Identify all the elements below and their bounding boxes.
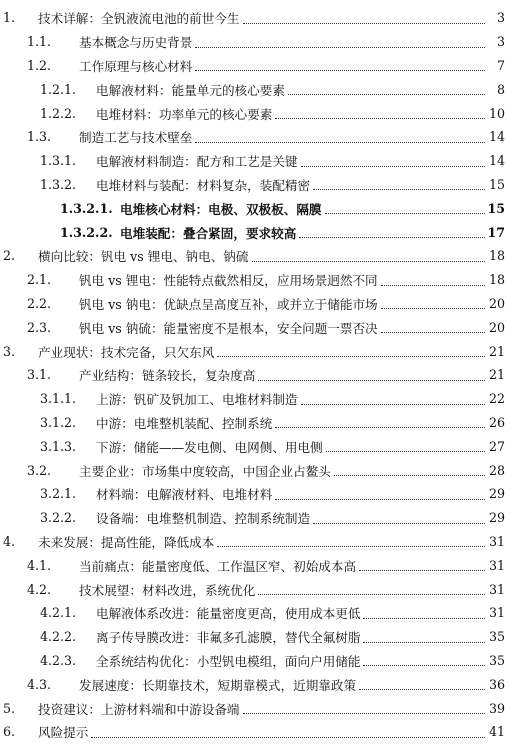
toc-entry[interactable] bbox=[0, 696, 519, 720]
toc-entry-number: 3.1.3. bbox=[40, 438, 77, 454]
toc-entry-page-number: 21 bbox=[488, 367, 505, 383]
dot-leader bbox=[301, 404, 486, 405]
dot-leader bbox=[325, 213, 486, 214]
toc-entry-page-number: 29 bbox=[488, 510, 505, 526]
toc-entry-number: 2.2. bbox=[27, 295, 52, 311]
dot-leader bbox=[359, 689, 485, 690]
toc-entry[interactable] bbox=[0, 387, 519, 411]
toc-entry-number: 1.3.2.2. bbox=[60, 224, 113, 240]
toc-entry-title: 横向比较：钒电 vs 锂电、钠电、钠硫 bbox=[38, 249, 249, 265]
toc-entry-number: 2.1. bbox=[27, 272, 52, 288]
dot-leader bbox=[258, 380, 485, 381]
toc-entry-title: 电堆装配：叠合紧固，要求较高 bbox=[120, 225, 297, 241]
toc-entry-page-number: 31 bbox=[488, 557, 505, 573]
toc-entry-page-number: 8 bbox=[496, 81, 505, 97]
dot-leader bbox=[217, 546, 485, 547]
toc-entry-number: 1.2.2. bbox=[40, 105, 77, 121]
toc-entry[interactable] bbox=[0, 30, 519, 54]
toc-entry-title: 工作原理与核心材料 bbox=[79, 58, 193, 74]
toc-entry-title: 发展速度：长期靠技术，短期靠模式，近期靠政策 bbox=[79, 677, 357, 693]
toc-entry-number: 1.3.2.1. bbox=[60, 200, 113, 216]
dot-leader bbox=[299, 237, 485, 238]
toc-entry-number: 3.1.1. bbox=[40, 391, 77, 407]
toc-entry-title: 电解液材料制造：配方和工艺是关键 bbox=[96, 154, 298, 170]
toc-entry[interactable] bbox=[0, 315, 519, 339]
toc-entry-title: 钒电 vs 锂电：性能特点截然相反，应用场景迥然不同 bbox=[79, 273, 378, 289]
dot-leader bbox=[275, 427, 485, 428]
toc-entry-page-number: 31 bbox=[488, 581, 505, 597]
dot-leader bbox=[359, 570, 485, 571]
toc-entry-number: 1.2. bbox=[27, 57, 52, 73]
dot-leader bbox=[195, 142, 485, 143]
toc-entry-title: 离子传导膜改进：非氟多孔滤膜，替代全氟树脂 bbox=[96, 630, 361, 646]
toc-entry-number: 3.2.1. bbox=[40, 486, 77, 502]
toc-entry-page-number: 28 bbox=[488, 462, 505, 478]
toc-entry-title: 当前痛点：能量密度低、工作温区窄、初始成本高 bbox=[79, 558, 357, 574]
toc-entry[interactable] bbox=[0, 672, 519, 696]
dot-leader bbox=[252, 261, 486, 262]
dot-leader bbox=[381, 332, 485, 333]
toc-entry-title: 技术展望：材料改进，系统优化 bbox=[79, 582, 256, 598]
toc-entry-title: 产业现状：技术完备，只欠东风 bbox=[38, 344, 215, 360]
toc-entry-page-number: 17 bbox=[487, 224, 505, 240]
toc-entry[interactable] bbox=[0, 220, 519, 244]
toc-entry-number: 1.2.1. bbox=[40, 81, 77, 97]
toc-entry-number: 6. bbox=[3, 724, 16, 740]
toc-entry[interactable] bbox=[0, 77, 519, 101]
toc-entry[interactable] bbox=[0, 530, 519, 554]
toc-entry-page-number: 20 bbox=[488, 319, 505, 335]
toc-entry-title: 电堆材料与装配：材料复杂，装配精密 bbox=[96, 177, 311, 193]
toc-entry-number: 4.1. bbox=[27, 557, 52, 573]
toc-entry-page-number: 3 bbox=[496, 10, 505, 26]
toc-entry-page-number: 14 bbox=[488, 129, 505, 145]
toc-entry-page-number: 10 bbox=[488, 105, 505, 121]
dot-leader bbox=[258, 594, 485, 595]
toc-entry-page-number: 22 bbox=[488, 391, 505, 407]
toc-entry-number: 1.3.1. bbox=[40, 153, 77, 169]
toc-entry-number: 4.2.3. bbox=[40, 652, 77, 668]
dot-leader bbox=[275, 499, 485, 500]
toc-entry-title: 主要企业：市场集中度较高，中国企业占鳌头 bbox=[79, 463, 331, 479]
dot-leader bbox=[217, 356, 485, 357]
toc-entry-title: 技术详解：全钒液流电池的前世今生 bbox=[38, 11, 240, 27]
toc-entry-page-number: 15 bbox=[488, 176, 505, 192]
toc-entry[interactable] bbox=[0, 434, 519, 458]
toc-entry-page-number: 18 bbox=[488, 248, 505, 264]
toc-entry[interactable] bbox=[0, 268, 519, 292]
toc-entry-title: 全系统结构优化：小型钒电模组，面向户用储能 bbox=[96, 653, 361, 669]
toc-entry-title: 材料端：电解液材料、电堆材料 bbox=[96, 487, 273, 503]
toc-entry-number: 3.2. bbox=[27, 462, 52, 478]
dot-leader bbox=[243, 23, 486, 24]
toc-entry-title: 电堆材料：功率单元的核心要素 bbox=[96, 106, 273, 122]
toc-entry[interactable] bbox=[0, 339, 519, 363]
dot-leader bbox=[195, 70, 485, 71]
toc-entry-title: 未来发展：提高性能，降低成本 bbox=[38, 534, 215, 550]
dot-leader bbox=[381, 308, 485, 309]
toc-entry[interactable] bbox=[0, 506, 519, 530]
toc-entry[interactable] bbox=[0, 54, 519, 78]
toc-entry[interactable] bbox=[0, 125, 519, 149]
toc-entry-page-number: 18 bbox=[488, 272, 505, 288]
toc-entry[interactable] bbox=[0, 411, 519, 435]
toc-entry-title: 设备端：电堆整机制造、控制系统制造 bbox=[96, 511, 311, 527]
dot-leader bbox=[91, 737, 485, 738]
dot-leader bbox=[326, 451, 485, 452]
dot-leader bbox=[334, 475, 485, 476]
toc-entry[interactable] bbox=[0, 149, 519, 173]
toc-entry-page-number: 36 bbox=[488, 676, 505, 692]
toc-entry-number: 4.2. bbox=[27, 581, 52, 597]
toc-entry-title: 制造工艺与技术壁垒 bbox=[79, 130, 193, 146]
dot-leader bbox=[313, 523, 485, 524]
toc-entry-page-number: 21 bbox=[488, 343, 505, 359]
toc-entry-number: 1.3.2. bbox=[40, 176, 77, 192]
toc-entry-page-number: 14 bbox=[488, 153, 505, 169]
dot-leader bbox=[381, 285, 485, 286]
toc-entry[interactable] bbox=[0, 625, 519, 649]
toc-entry-title: 投资建议：上游材料端和中游设备端 bbox=[38, 701, 240, 717]
toc-entry[interactable] bbox=[0, 6, 519, 30]
toc-entry-number: 1. bbox=[3, 10, 16, 26]
toc-entry-title: 下游：储能——发电侧、电网侧、用电侧 bbox=[96, 439, 323, 455]
toc-entry[interactable] bbox=[0, 101, 519, 125]
toc-entry-title: 电解液体系改进：能量密度更高，使用成本更低 bbox=[96, 606, 361, 622]
toc-entry-title: 上游：钒矿及钒加工、电堆材料制造 bbox=[96, 392, 298, 408]
dot-leader bbox=[363, 618, 485, 619]
dot-leader bbox=[288, 94, 485, 95]
toc-entry-page-number: 29 bbox=[488, 486, 505, 502]
toc-entry-page-number: 3 bbox=[496, 34, 505, 50]
toc-entry[interactable] bbox=[0, 196, 519, 220]
dot-leader bbox=[301, 166, 486, 167]
toc-entry[interactable] bbox=[0, 244, 519, 268]
toc-entry-page-number: 15 bbox=[487, 200, 505, 216]
toc-entry-title: 钒电 vs 钠硫：能量密度不是根本，安全问题一票否决 bbox=[79, 320, 378, 336]
toc-entry-number: 3.2.2. bbox=[40, 510, 77, 526]
toc-entry-title: 中游：电堆整机装配、控制系统 bbox=[96, 415, 273, 431]
toc-entry-number: 2. bbox=[3, 248, 16, 264]
toc-entry-number: 4.2.2. bbox=[40, 629, 77, 645]
toc-entry-number: 4.2.1. bbox=[40, 605, 77, 621]
dot-leader bbox=[275, 118, 485, 119]
dot-leader bbox=[363, 665, 485, 666]
toc-entry[interactable] bbox=[0, 292, 519, 316]
toc-entry-title: 电堆核心材料：电极、双极板、隔膜 bbox=[120, 201, 322, 217]
toc-entry-title: 基本概念与历史背景 bbox=[79, 35, 193, 51]
toc-entry-number: 4. bbox=[3, 533, 16, 549]
toc-entry-title: 产业结构：链条较长，复杂度高 bbox=[79, 368, 256, 384]
toc-entry[interactable] bbox=[0, 458, 519, 482]
toc-entry-number: 1.3. bbox=[27, 129, 52, 145]
toc-entry-page-number: 26 bbox=[488, 414, 505, 430]
toc-entry-page-number: 41 bbox=[488, 724, 505, 740]
toc-entry-number: 5. bbox=[3, 700, 16, 716]
dot-leader bbox=[313, 189, 485, 190]
toc-entry-title: 钒电 vs 钠电：优缺点呈高度互补，或并立于储能市场 bbox=[79, 296, 378, 312]
toc-entry-number: 4.3. bbox=[27, 676, 52, 692]
toc-entry[interactable] bbox=[0, 601, 519, 625]
dot-leader bbox=[195, 47, 485, 48]
toc-entry[interactable] bbox=[0, 173, 519, 197]
toc-entry-page-number: 7 bbox=[496, 57, 505, 73]
toc-entry-number: 3.1.2. bbox=[40, 414, 77, 430]
toc-entry-title: 风险提示 bbox=[38, 725, 89, 741]
toc-entry[interactable] bbox=[0, 577, 519, 601]
toc-entry-page-number: 35 bbox=[488, 629, 505, 645]
toc-entry-page-number: 31 bbox=[488, 533, 505, 549]
toc-entry-number: 2.3. bbox=[27, 319, 52, 335]
toc-entry[interactable] bbox=[0, 553, 519, 577]
toc-entry-page-number: 31 bbox=[488, 605, 505, 621]
toc-entry-number: 3.1. bbox=[27, 367, 52, 383]
toc-entry[interactable] bbox=[0, 363, 519, 387]
toc-entry[interactable] bbox=[0, 649, 519, 673]
toc-entry-number: 3. bbox=[3, 343, 16, 359]
toc-entry[interactable] bbox=[0, 482, 519, 506]
toc-entry-title: 电解液材料：能量单元的核心要素 bbox=[96, 82, 285, 98]
toc-entry-page-number: 39 bbox=[488, 700, 505, 716]
toc-entry-page-number: 35 bbox=[488, 652, 505, 668]
toc-entry-page-number: 27 bbox=[488, 438, 505, 454]
toc-entry-number: 1.1. bbox=[27, 34, 52, 50]
dot-leader bbox=[243, 713, 486, 714]
toc-entry-page-number: 20 bbox=[488, 295, 505, 311]
dot-leader bbox=[363, 642, 485, 643]
toc-entry[interactable] bbox=[0, 720, 519, 744]
